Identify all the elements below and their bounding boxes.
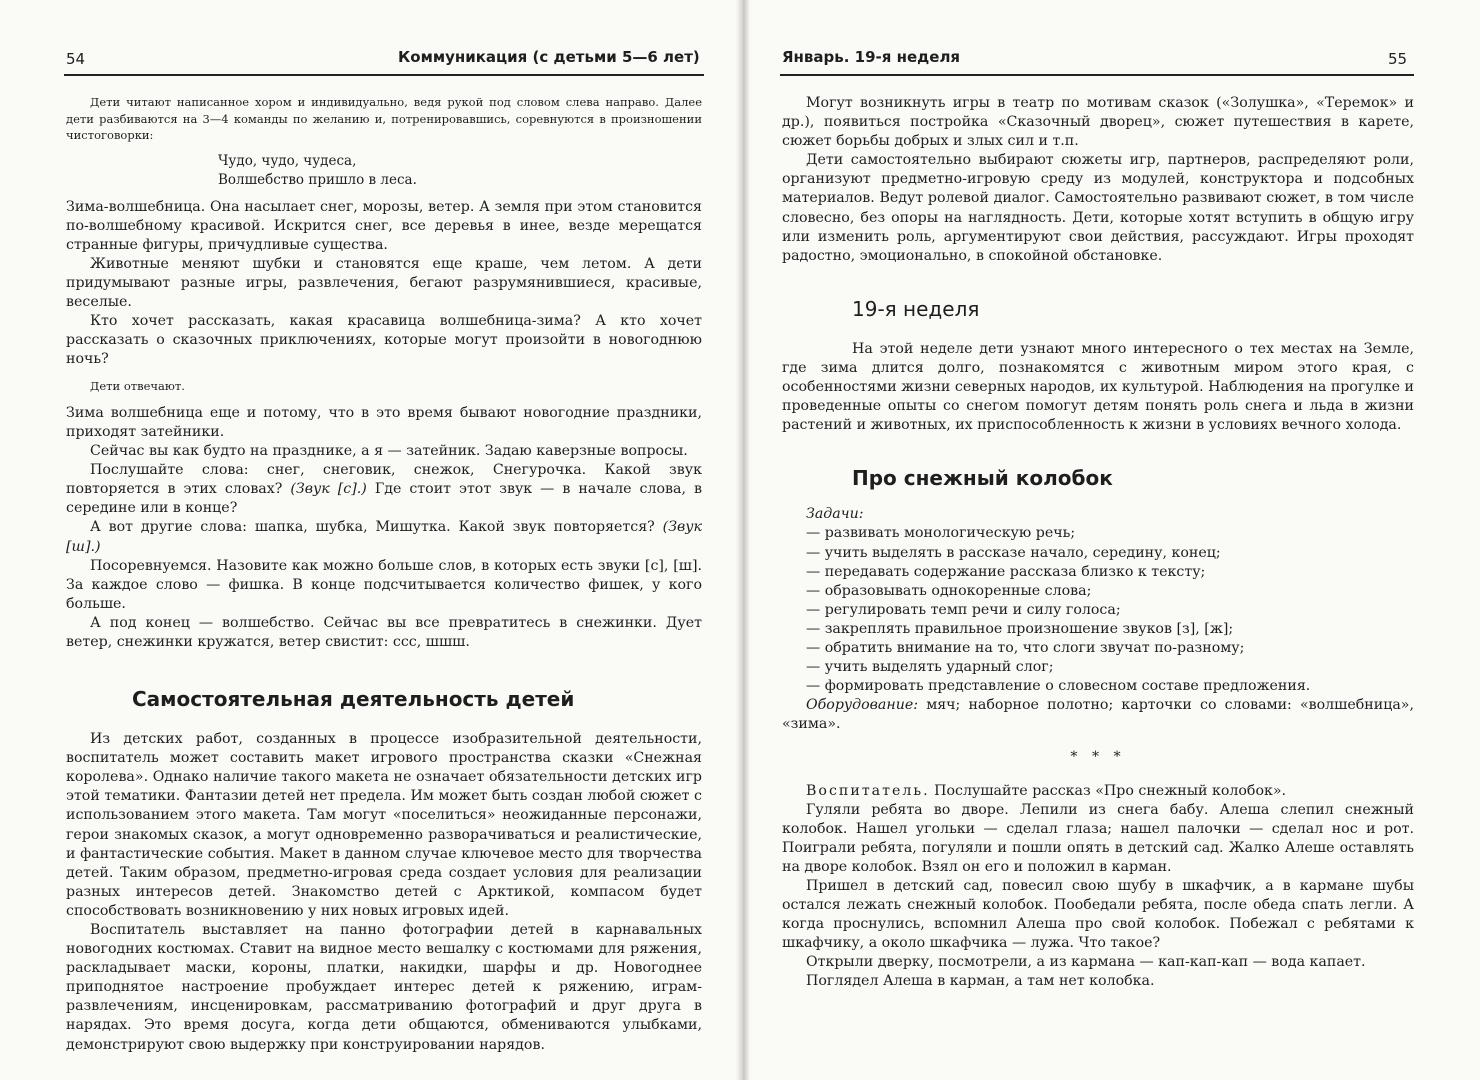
equipment-label: Оборудование:: [806, 697, 919, 714]
stage-direction: Дети отвечают.: [90, 379, 185, 394]
spacer: [782, 322, 1414, 340]
paragraph: [66, 461, 702, 518]
task-item: — закреплять правильное произношение звуков [з], [ж];: [806, 620, 1234, 637]
paragraph: Дети самостоятельно выбирают сюжеты игр, партнеров, распределяют роли, организуют предметно-игровую среду из модулей, конструктора и подсобных материалов. Ведут ролевой диалог. Самостоятельно развивают сюжет, в том числе словесно, без опоры на наглядность. Дети, которые хотят вступить в общую игру или изменить роль, аргументируют свои действия, рассуждают. Игры проходят радостно, эмоционально, в спокойной обстановке.: [782, 152, 1414, 264]
paragraph: Животные меняют шубки и становятся еще краше, чем летом. А дети придумывают разные игры, развлечения, бегают разрумянившиеся, красивые, веселые.: [66, 255, 702, 310]
task-item: — передавать содержание рассказа близко к тексту;: [806, 563, 1206, 580]
page-number: 55: [1388, 50, 1408, 68]
header-rule: [780, 74, 1414, 76]
paragraph: На этой неделе дети узнают много интересного о тех местах на Земле, где зима длится долго, познакомятся с животным миром этого края, с особенностями жизни северных народов, их культурой. Наблюдения на прогулке и проведенные опыты со снегом помогут детям понять роль снега и льда в жизни растений и животных, их приспособленность к жизни в условиях вечного холода.: [782, 340, 1414, 434]
spacer: [782, 435, 1414, 465]
right-text-column: [782, 94, 1414, 992]
paragraph: Дети читают написанное хором и индивидуально, ведя рукой под словом слева направо. Далее дети разбиваются на 3—4 команды по желанию и, потренировавшись, соревнуются в произношении чистоговорки:: [66, 95, 702, 142]
verse-line: Волшебство пришло в леса.: [218, 171, 417, 188]
spacer: [782, 266, 1414, 296]
section-separator: * * *: [1070, 749, 1126, 766]
task-item: — развивать монологическую речь;: [806, 525, 1076, 542]
spacer: [782, 491, 1414, 505]
section-heading: Самостоятельная деятельность детей: [132, 687, 575, 712]
text-run: А вот другие слова: шапка, шубка, Мишутка. Какой звук повторяется?: [90, 519, 663, 536]
spacer: [66, 369, 702, 378]
task-item: — образовывать однокоренные слова;: [806, 582, 1092, 599]
paragraph: Кто хочет рассказать, какая красавица волшебница-зима? А кто хочет рассказать о сказочных приключениях, которые могут произойти в новогоднюю ночь?: [66, 313, 702, 368]
text-run: Послушайте слова: снег, снеговик, снежок, Снегурочка. Какой звук повторяется в этих словах?: [66, 462, 702, 498]
paragraph: Сейчас вы как будто на празднике, а я — затейник. Задаю каверзные вопросы.: [90, 443, 688, 460]
text-run: Послушайте рассказ «Про снежный колобок».: [929, 782, 1287, 799]
paragraph: [782, 782, 1414, 801]
paragraph: Посоревнуемся. Назовите как можно больше слов, в которых есть звуки [с], [ш]. За каждое слово — фишка. В конце подсчитывается количество фишек, у кого больше.: [66, 557, 702, 612]
paragraph: Зима волшебница еще и потому, что в это время бывают новогодние праздники, приходят затейники.: [66, 404, 702, 440]
paragraph: Могут возникнуть игры в театр по мотивам сказок («Золушка», «Теремок» и др.), появиться постройка «Сказочный дворец», сюжет путешествия в карете, сюжет борьбы добрых и злых сил и т.п.: [782, 95, 1414, 150]
spacer: [782, 734, 1414, 748]
paragraph: Из детских работ, созданных в процессе изобразительной деятельности, воспитатель может составить макет игрового пространства сказки «Снежная королева». Однако наличие такого макета не означает обязательности детских игр этой тематики. Фантазии детей нет предела. Им может быть создан любой сюжет с использованием этого макета. Там могут «поселиться» неожиданные персонажи, герои знакомых сказок, а могут одновременно разворачиваться и реалистические, и фантастические события. Макет в данном случае ключевое место для творчества детей. Таким образом, предметно-игровая среда создает условия для реализации разных интересов детей. Знакомство детей с Арктикой, компасом будет способствовать возникновению у них новых игровых идей.: [66, 731, 702, 919]
paragraph: Поглядел Алеша в карман, а там нет колобка.: [806, 973, 1155, 990]
speaker-label: Воспитатель.: [806, 782, 930, 799]
paragraph: [66, 518, 702, 556]
italic-note: (Звук [ш].): [66, 519, 702, 555]
right-page: [744, 0, 1480, 1080]
page-number: 54: [66, 50, 86, 68]
spacer: [66, 712, 702, 730]
equipment-text: мяч; наборное полотно; карточки со словами: «волшебница», «зима».: [782, 697, 1414, 733]
paragraph: Открыли дверку, посмотрели, а из кармана — кап-кап-кап — вода капает.: [806, 954, 1366, 971]
task-item: — учить выделять ударный слог;: [806, 659, 1054, 676]
spacer: [66, 652, 702, 686]
paragraph: Зима-волшебница. Она насылает снег, морозы, ветер. А земля при этом становится по-волшебному красивой. Искрится снег, все деревья в инее, везде мерещатся странные фигуры, причудливые существа.: [66, 198, 702, 253]
spacer: [66, 395, 702, 404]
running-head: Коммуникация (с детьми 5—6 лет): [398, 48, 700, 66]
italic-note: (Звук [с].): [290, 481, 367, 498]
left-text-column: [66, 94, 702, 1055]
task-item: — учить выделять в рассказе начало, середину, конец;: [806, 544, 1221, 561]
spacer: [782, 768, 1414, 782]
week-heading: 19-я неделя: [852, 296, 980, 321]
tasks-list: [782, 524, 1414, 696]
task-item: — регулировать темп речи и силу голоса;: [806, 601, 1121, 618]
tasks-label: Задачи:: [806, 506, 864, 523]
paragraph: А под конец — волшебство. Сейчас вы все превратитесь в снежинки. Дует ветер, снежинки кружатся, ветер свистит: ссс, шшш.: [66, 614, 702, 650]
equipment-line: [782, 696, 1414, 734]
task-item: — формировать представление о словесном составе предложения.: [806, 678, 1311, 695]
running-head: Январь. 19-я неделя: [782, 48, 961, 66]
verse-line: Чудо, чудо, чудеса,: [218, 152, 357, 169]
text-run: Где стоит этот звук — в начале слова, в середине или в конце?: [66, 481, 702, 517]
paragraph: Пришел в детский сад, повесил свою шубу в шкафчик, а в кармане шубы остался лежать снежный колобок. Пообедали ребята, после обеда спать легли. А когда проснулись, вспомнил Алеша про свой колобок. Побежал с ребятами к шкафчику, а около шкафчика — лужа. Что такое?: [782, 878, 1414, 952]
task-item: — обратить внимание на то, что слоги звучат по-разному;: [806, 639, 1245, 656]
paragraph: Гуляли ребята во дворе. Лепили из снега бабу. Алеша слепил снежный колобок. Нашел угольки — сделал глаза; нашел палочки — сделал нос и рот. Поиграли ребята, погуляли и пошли опять в детский сад. Жалко Алеше оставлять на дворе колобок. Взял он его и положил в карман.: [782, 801, 1414, 875]
lesson-heading: Про снежный колобок: [852, 466, 1113, 491]
paragraph: Воспитатель выставляет на панно фотографии детей в карнавальных новогодних костюмах. Ставит на видное место вешалку с костюмами для ряжения, раскладывает маски, короны, платки, накидки, шарфы и др. Новогоднее приподнятое настроение пробуждает интерес детей к ряжению, играм-развлечениям, инсценировкам, рассматриванию фотографий и друг друга в нарядах. Это время досуга, когда дети общаются, обмениваются улыбками, демонстрируют свою выдержку при конструировании нарядов.: [66, 922, 702, 1053]
header-rule: [64, 74, 704, 76]
